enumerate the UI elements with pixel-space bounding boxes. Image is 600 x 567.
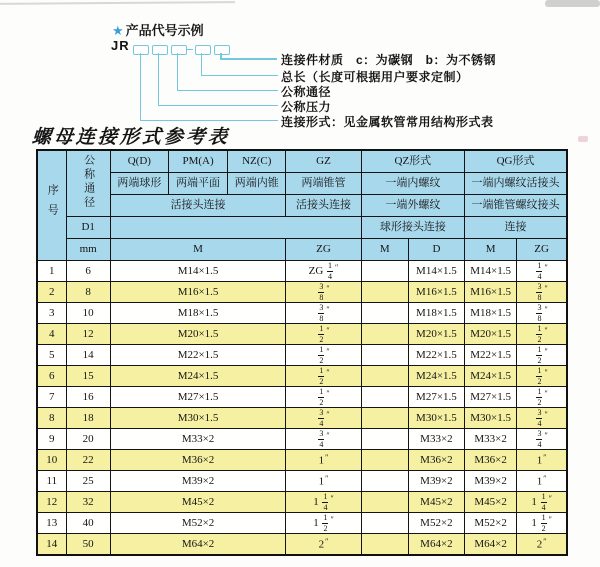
cell-dn: 10 — [66, 303, 110, 324]
cell-qz-d: M52×2 — [408, 513, 464, 534]
cell-qg-m: M64×2 — [465, 534, 517, 556]
cell-m-thread: M30×1.5 — [110, 408, 286, 429]
cell-qz-m — [361, 261, 408, 282]
cell-qg-zg: $\frac{3}{8}$ ″ — [517, 282, 567, 303]
table-row — [37, 534, 567, 556]
cell-m-thread: M18×1.5 — [110, 303, 286, 324]
cell-m-thread: M14×1.5 — [110, 261, 286, 282]
callout-line — [201, 53, 203, 76]
callout-line — [158, 105, 278, 107]
table-row — [37, 324, 567, 345]
header-qz-d: D — [408, 239, 464, 261]
cell-qg-m: M16×1.5 — [465, 282, 517, 303]
cell-seq: 14 — [37, 534, 66, 556]
cell-dn: 25 — [66, 471, 110, 492]
table-row — [37, 282, 567, 303]
cell-qg-zg: $\frac{3}{8}$ ″ — [517, 303, 567, 324]
cell-qz-m — [361, 303, 408, 324]
header-nz-desc: 两端内锥 — [228, 173, 286, 195]
cell-qz-m — [361, 513, 408, 534]
cell-qg-m: M24×1.5 — [465, 366, 517, 387]
callout-nominal-pressure: 公称压力 — [281, 99, 332, 114]
cell-gz-zg: $\frac{1}{2}$ ″ — [286, 345, 361, 366]
diagram-heading — [112, 20, 204, 39]
header-union-connection: 活接头连接 — [110, 195, 286, 217]
cell-seq: 12 — [37, 492, 66, 513]
cell-qg-zg: $\frac{1}{4}$ ″ — [517, 261, 567, 282]
cell-qz-m — [361, 345, 408, 366]
cell-seq: 8 — [37, 408, 66, 429]
cell-m-thread: M64×2 — [110, 534, 286, 556]
cell-m-thread: M36×2 — [110, 450, 286, 471]
header-mm: mm — [66, 239, 110, 261]
cell-seq: 3 — [37, 303, 66, 324]
cell-gz-zg: $\frac{3}{4}$ ″ — [286, 408, 361, 429]
cell-qg-m: M27×1.5 — [465, 387, 517, 408]
header-seq-label: 序号 — [46, 183, 59, 224]
cell-m-thread: M45×2 — [110, 492, 286, 513]
header-d1: D1 — [66, 217, 110, 239]
cell-m-thread: M52×2 — [110, 513, 286, 534]
table-title: 螺母连接形式参考表 — [31, 126, 231, 148]
code-dash — [187, 49, 193, 51]
product-code-prefix: JR — [111, 38, 130, 53]
cell-qz-d: M24×1.5 — [408, 366, 464, 387]
cell-qg-zg: 1 $\frac{1}{4}$ ″ — [517, 492, 567, 513]
header-qg-connection: 连接 — [465, 217, 567, 239]
cell-qg-m: M30×1.5 — [465, 408, 517, 429]
cell-qz-m — [361, 534, 408, 556]
table-body — [37, 261, 567, 556]
cell-m-thread: M20×1.5 — [110, 324, 286, 345]
callout-line — [177, 53, 179, 91]
callout-line — [158, 53, 160, 106]
cell-qg-m: M36×2 — [465, 450, 517, 471]
cell-dn: 50 — [66, 534, 110, 556]
cell-qz-d: M45×2 — [408, 492, 464, 513]
cell-seq: 2 — [37, 282, 66, 303]
header-dn — [66, 150, 110, 217]
cell-qz-d: M39×2 — [408, 471, 464, 492]
header-qg-line2: 一端锥管螺纹接头 — [465, 195, 567, 217]
callout-line — [201, 75, 278, 77]
cell-qz-d: M18×1.5 — [408, 303, 464, 324]
table-row — [37, 261, 567, 282]
cell-qg-zg: $\frac{1}{2}$ ″ — [517, 366, 567, 387]
header-seq — [37, 150, 66, 261]
cell-dn: 6 — [66, 261, 110, 282]
cell-m-thread: M39×2 — [110, 471, 286, 492]
cell-qg-m: M45×2 — [465, 492, 517, 513]
callout-material: 连接件材质 c：为碳钢 b：为不锈钢 — [281, 53, 497, 67]
cell-gz-zg: 1″ — [286, 471, 361, 492]
header-q-code: Q(D) — [110, 150, 168, 173]
cell-m-thread: M27×1.5 — [110, 387, 286, 408]
cell-seq: 6 — [37, 366, 66, 387]
scan-artifact — [545, 0, 600, 7]
cell-qz-m — [361, 471, 408, 492]
cell-qg-m: M18×1.5 — [465, 303, 517, 324]
header-gz-thread: ZG — [286, 239, 361, 261]
cell-dn: 32 — [66, 492, 110, 513]
code-box — [133, 45, 149, 55]
header-qz-line2: 一端外螺纹 — [361, 195, 464, 217]
table-row — [37, 513, 567, 534]
header-qg-line1: 一端内螺纹活接头 — [465, 173, 567, 195]
scan-artifact — [0, 1, 235, 5]
cell-gz-zg: $\frac{1}{2}$ ″ — [286, 366, 361, 387]
cell-gz-zg: $\frac{1}{2}$ ″ — [286, 324, 361, 345]
cell-seq: 4 — [37, 324, 66, 345]
cell-qz-m — [361, 408, 408, 429]
nut-connection-table — [36, 149, 568, 556]
cell-seq: 1 — [37, 261, 66, 282]
scan-artifact — [578, 136, 588, 142]
cell-seq: 5 — [37, 345, 66, 366]
cell-qg-m: M22×1.5 — [465, 345, 517, 366]
cell-qg-zg: 1 $\frac{1}{2}$ ″ — [517, 513, 567, 534]
callout-line — [140, 53, 142, 121]
cell-dn: 15 — [66, 366, 110, 387]
callout-total-length: 总长（长度可根据用户要求定制） — [281, 69, 469, 84]
header-qg-m: M — [465, 239, 517, 261]
cell-qz-d: M22×1.5 — [408, 345, 464, 366]
header-empty — [110, 217, 361, 239]
cell-dn: 14 — [66, 345, 110, 366]
cell-qg-zg: $\frac{1}{2}$ ″ — [517, 324, 567, 345]
cell-qz-d: M64×2 — [408, 534, 464, 556]
header-nz-code: NZ(C) — [228, 150, 286, 173]
table-row — [37, 408, 567, 429]
header-dn-label: 公称通径 — [82, 153, 95, 210]
cell-qg-zg: 1″ — [517, 450, 567, 471]
cell-qz-d: M30×1.5 — [408, 408, 464, 429]
callout-nominal-diameter: 公称通径 — [281, 84, 332, 99]
cell-dn: 20 — [66, 429, 110, 450]
cell-gz-zg: $\frac{1}{2}$ ″ — [286, 387, 361, 408]
table-row — [37, 345, 567, 366]
cell-qz-d: M27×1.5 — [408, 387, 464, 408]
cell-m-thread: M24×1.5 — [110, 366, 286, 387]
cell-gz-zg: 1 $\frac{1}{4}$ ″ — [286, 492, 361, 513]
cell-gz-zg: 1″ — [286, 450, 361, 471]
table-row — [37, 366, 567, 387]
callout-line — [220, 58, 277, 60]
table-row — [37, 303, 567, 324]
cell-dn: 12 — [66, 324, 110, 345]
cell-gz-zg: ZG $\frac{1}{4}$ ″ — [286, 261, 361, 282]
header-qz-code: QZ形式 — [361, 150, 464, 173]
code-box — [195, 45, 211, 55]
cell-m-thread: M16×1.5 — [110, 282, 286, 303]
cell-dn: 18 — [66, 408, 110, 429]
callout-line — [177, 90, 278, 92]
cell-seq: 11 — [37, 471, 66, 492]
header-qg-zg: ZG — [517, 239, 567, 261]
callout-connection-form: 连接形式：见金属软管常用结构形式表 — [281, 114, 494, 129]
cell-qg-zg: $\frac{3}{4}$ ″ — [517, 429, 567, 450]
cell-qz-m — [361, 492, 408, 513]
header-gz-desc: 两端锥管 — [286, 173, 361, 195]
cell-qg-zg: 1″ — [517, 471, 567, 492]
header-gz-code: GZ — [286, 150, 361, 173]
cell-qz-m — [361, 324, 408, 345]
cell-seq: 13 — [37, 513, 66, 534]
table-header — [37, 150, 567, 261]
header-qz-line1: 一端内螺纹 — [361, 173, 464, 195]
header-qz-connection: 球形接头连接 — [361, 217, 464, 239]
code-box — [152, 45, 168, 55]
cell-qg-zg: $\frac{3}{4}$ ″ — [517, 408, 567, 429]
header-gz-connection: 活接头连接 — [286, 195, 361, 217]
cell-qg-m: M14×1.5 — [465, 261, 517, 282]
header-pm-desc: 两端平面 — [168, 173, 227, 195]
table-row — [37, 492, 567, 513]
cell-gz-zg: 2″ — [286, 534, 361, 556]
cell-qz-m — [361, 429, 408, 450]
cell-gz-zg: $\frac{3}{4}$ ″ — [286, 429, 361, 450]
cell-qz-m — [361, 387, 408, 408]
cell-qz-d: M36×2 — [408, 450, 464, 471]
cell-qg-m: M20×1.5 — [465, 324, 517, 345]
table-row — [37, 429, 567, 450]
cell-dn: 40 — [66, 513, 110, 534]
cell-seq: 9 — [37, 429, 66, 450]
cell-dn: 22 — [66, 450, 110, 471]
cell-qg-m: M39×2 — [465, 471, 517, 492]
cell-qz-m — [361, 366, 408, 387]
cell-qg-zg: $\frac{1}{2}$ ″ — [517, 345, 567, 366]
cell-qz-d: M14×1.5 — [408, 261, 464, 282]
diagram-heading-text: 产品代号示例 — [125, 23, 204, 38]
cell-gz-zg: $\frac{3}{8}$ ″ — [286, 303, 361, 324]
cell-m-thread: M22×1.5 — [110, 345, 286, 366]
header-pm-code: PM(A) — [168, 150, 227, 173]
cell-seq: 7 — [37, 387, 66, 408]
callout-line — [140, 120, 278, 122]
cell-qz-m — [361, 450, 408, 471]
cell-qg-zg: $\frac{1}{2}$ ″ — [517, 387, 567, 408]
star-icon: ★ — [112, 23, 124, 38]
cell-qz-d: M16×1.5 — [408, 282, 464, 303]
cell-qg-m: M52×2 — [465, 513, 517, 534]
header-m-thread: M — [110, 239, 286, 261]
cell-qz-d: M33×2 — [408, 429, 464, 450]
code-box — [171, 45, 187, 55]
code-box — [214, 45, 230, 55]
header-qg-code: QG形式 — [465, 150, 567, 173]
cell-qg-zg: 2″ — [517, 534, 567, 556]
table-row — [37, 387, 567, 408]
cell-gz-zg: 1 $\frac{1}{2}$ ″ — [286, 513, 361, 534]
cell-qz-d: M20×1.5 — [408, 324, 464, 345]
cell-dn: 16 — [66, 387, 110, 408]
cell-m-thread: M33×2 — [110, 429, 286, 450]
cell-seq: 10 — [37, 450, 66, 471]
table-row — [37, 471, 567, 492]
cell-gz-zg: $\frac{3}{8}$ ″ — [286, 282, 361, 303]
header-qz-m: M — [361, 239, 408, 261]
cell-qg-m: M33×2 — [465, 429, 517, 450]
table-row — [37, 450, 567, 471]
cell-dn: 8 — [66, 282, 110, 303]
header-q-desc: 两端球形 — [110, 173, 168, 195]
cell-qz-m — [361, 282, 408, 303]
